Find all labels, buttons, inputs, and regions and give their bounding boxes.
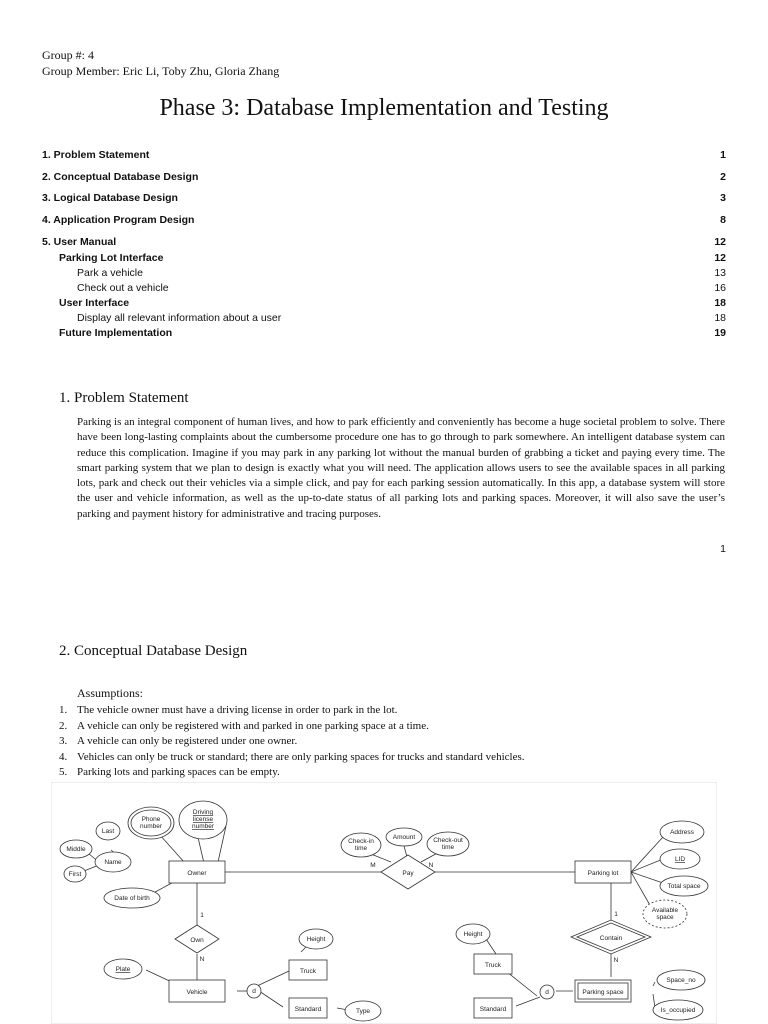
toc-item[interactable] [42,311,726,325]
cardinality-label: N [428,862,434,869]
list-item: 5. Parking lots and parking spaces can be empty. [59,766,280,778]
toc-label: 5. User Manual [42,236,117,248]
group-members: Group Member: Eric Li, Toby Zhu, Gloria Zhang [42,64,280,78]
toc-page: 3 [720,192,726,204]
attribute-label: number [191,823,215,830]
attribute-label: First [68,871,82,878]
list-item: 4. Vehicles can only be truck or standard; there are only parking spaces for trucks and standard vehicles. [59,750,525,763]
toc-label: User Interface [59,297,130,309]
attribute-label: Check-out [433,837,463,844]
er-diagram [51,782,717,1024]
cardinality-label: M [370,862,376,869]
toc-label: 1. Problem Statement [42,149,150,161]
attribute-label: space [656,914,674,921]
toc-label: Parking Lot Interface [59,252,164,264]
entity-label: Parking lot [587,870,619,877]
toc-item[interactable] [42,251,726,265]
entity-label: Vehicle [186,989,208,996]
group-number: Group #: 4 [42,48,94,62]
toc-page: 19 [714,327,726,339]
attribute-label: Date of birth [114,895,150,902]
list-item: 3. A vehicle can only be registered under one owner. [59,735,298,747]
attribute-label: Address [670,829,694,836]
assumptions-list [59,703,524,781]
toc-item[interactable] [42,148,726,162]
attribute-label: Available [651,907,679,914]
toc-label: Park a vehicle [77,267,143,279]
relationship-label: Contain [599,935,623,942]
entity-label: Standard [479,1006,507,1013]
toc-item[interactable] [42,170,726,184]
relationship-label: Own [190,937,204,944]
toc-page: 18 [714,297,726,309]
attribute-label: Amount [392,834,416,841]
toc-page: 18 [714,312,726,324]
entity-label: Owner [187,870,207,877]
attribute-label: time [354,845,368,852]
section-heading: 1. Problem Statement [59,390,189,406]
toc-page: 12 [714,236,726,248]
attribute-label: Check-in [348,838,374,845]
toc-item[interactable] [42,296,726,310]
attribute-label: Last [101,828,115,835]
toc-label: 4. Application Program Design [42,214,195,226]
toc-label: Display all relevant information about a user [77,312,282,324]
toc-item[interactable] [42,266,726,280]
cardinality-label: N [613,957,619,964]
toc-item[interactable] [42,235,726,249]
attribute-label: Height [306,936,326,943]
disjoint-label: d [545,989,549,996]
cardinality-label: N [199,956,205,963]
section-heading: 2. Conceptual Database Design [59,643,248,659]
toc-label: Check out a vehicle [77,282,169,294]
toc-page: 2 [720,171,726,183]
toc-item[interactable] [42,281,726,295]
page-title: Phase 3: Database Implementation and Testing [159,95,609,121]
attribute-label: number [139,823,163,830]
cardinality-label: 1 [200,912,204,919]
list-item: 2. A vehicle can only be registered with and parked in one parking space at a time. [59,719,429,732]
attribute-label: Name [104,859,122,866]
attribute-label: Total space [667,883,701,890]
attribute-label: Height [463,931,483,938]
toc-label: 2. Conceptual Database Design [42,171,199,183]
list-item: 1. The vehicle owner must have a driving license in order to park in the lot. [59,704,398,716]
attribute-label: Phone [141,816,161,823]
attribute-label: Is_occupied [660,1007,696,1014]
attribute-label: Driving [192,809,214,816]
disjoint-label: d [252,988,256,995]
attribute-label: Plate [115,966,131,973]
attribute-label: license [192,816,214,823]
attribute-label: Type [355,1008,371,1015]
attribute-label: Middle [66,846,86,853]
toc-item[interactable] [42,191,726,205]
toc-page: 16 [714,282,726,294]
toc-page: 13 [714,267,726,279]
assumptions-label: Assumptions: [77,686,144,700]
page-number: 1 [720,543,726,555]
toc-item[interactable] [42,213,726,227]
attribute-label: time [441,844,455,851]
entity-label: Truck [484,962,502,969]
entity-label: Truck [299,968,317,975]
toc-page: 12 [714,252,726,264]
problem-statement-paragraph: Parking is an integral component of human lives, and how to park efficiently and conveniently has become a huge societal problem to solve. There have been long-lasting complaints about the cumbersome procedure one has to go through to park somewhere. An intelligent database system can reduce this complication. Imagine if you may park in any parking lot without the manual burden of grabbing a ticket and paying every time. The smart parking system that we plan to design is exactly what you will need. The application allows users to see the available spaces in all parking lots, park and check out their vehicles via a simple click, and pay for each parking session automatically. In this app, a database system will store the user and vehicle information, as well as the up-to-date status of all parking lots and parking spaces. Moreover, it will also save the user’s parking and payment history for administrative and tracing purposes. [77,416,725,520]
attribute-label: LID [674,856,686,863]
toc-item[interactable] [42,326,726,340]
cardinality-label: 1 [614,911,618,918]
toc-page: 1 [720,149,726,161]
entity-label: Parking space [582,989,624,996]
toc-label: 3. Logical Database Design [42,192,178,204]
relationship-label: Pay [402,870,414,877]
attribute-label: Space_no [666,977,696,984]
entity-label: Standard [294,1006,322,1013]
toc-label: Future Implementation [59,327,173,339]
toc-page: 8 [720,214,726,226]
